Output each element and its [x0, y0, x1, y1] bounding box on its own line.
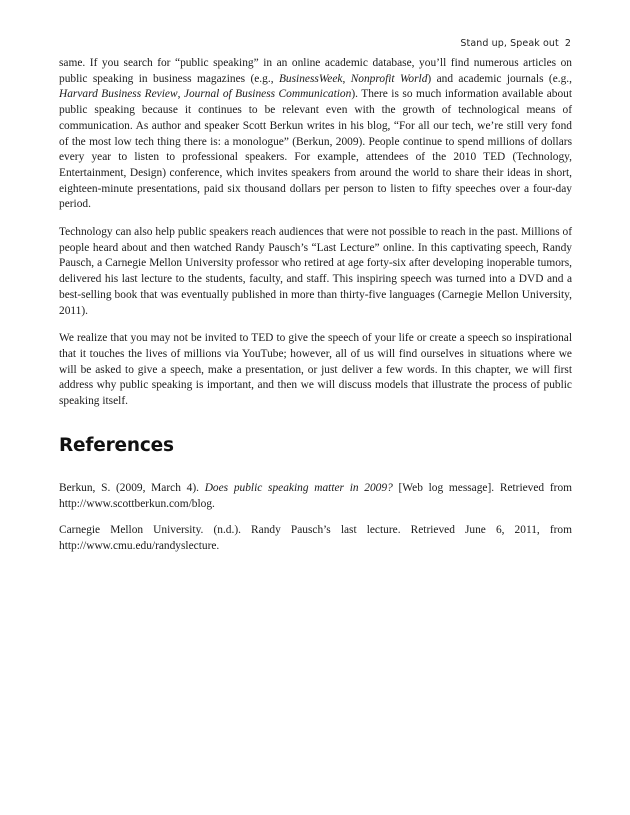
header-title: Stand up, Speak out	[460, 38, 559, 49]
italic-text: Journal of Business Communication	[183, 88, 352, 101]
references-heading: References	[59, 434, 174, 456]
reference-entry	[59, 523, 572, 554]
text-run: ). There is so much information available about public speaking because it continues to be relevant even with the growth of technological means of communication. As author and speaker Scott Berkun writes in his blog, “For all our tech, we’re still very fond of the most low tech thing there is: a monologue” (Berkun, 2009). People continue to spend millions of dollars every year to listen to professional speakers. For example, attendees of the 2010 TED (Technology, Entertainment, Design) conference, which invites speakers from around the world to share their ideas in short, eighteen-minute presentations, paid six thousand dollars per person to listen to fifty speeches over a four-day period.	[59, 88, 572, 211]
italic-text: Does public speaking matter in 2009?	[204, 482, 393, 495]
text-run: Technology can also help public speakers reach audiences that were not possible to reach in the past. Millions of people heard about and then watched Randy Pausch’s “Last Lecture” online. In this captivating speech, Randy Pausch, a Carnegie Mellon University professor who retired at age forty-six after developing inoperable tumors, delivered his last lecture to the students, faculty, and staff. This inspiring speech was turned into a DVD and a best-selling book that was eventually published in more than thirty-five languages (Carnegie Mellon University, 2011).	[59, 226, 572, 317]
italic-text: BusinessWeek	[278, 72, 343, 85]
text-run: same. If you search for “public speaking” in an online academic database, you’ll find numerous articles on public speaking in business magazines (e.g.,	[59, 57, 572, 85]
text-run: Carnegie Mellon University. (n.d.). Randy Pausch’s last lecture. Retrieved June 6, 2011, from http://www.cmu.edu/randyslecture.	[59, 523, 572, 552]
text-run: ,	[177, 88, 184, 101]
body-text	[59, 56, 572, 564]
paragraph	[59, 331, 572, 410]
text-run: [Web log message]. Retrieved from http://www.scottberkun.com/blog.	[59, 482, 573, 511]
running-header	[460, 38, 571, 49]
text-run: ) and academic journals (e.g.,	[427, 72, 573, 85]
italic-text: Nonprofit World	[350, 72, 428, 85]
italic-text: Harvard Business Review	[59, 88, 178, 101]
paragraph	[59, 225, 572, 319]
page-number: 2	[564, 38, 571, 49]
text-run: We realize that you may not be invited to TED to give the speech of your life or create a speech so inspirational that it touches the lives of millions via YouTube; however, all of us will find ourselves in situations where we will be asked to give a speech, make a presentation, or just deliver a few words. In this chapter, we will first address why public speaking is important, and then we will discuss models that illustrate the process of public speaking itself.	[59, 332, 572, 408]
reference-entry	[59, 481, 572, 512]
paragraph	[59, 56, 572, 213]
text-run: Berkun, S. (2009, March 4).	[59, 482, 205, 495]
text-run: ,	[342, 72, 351, 85]
